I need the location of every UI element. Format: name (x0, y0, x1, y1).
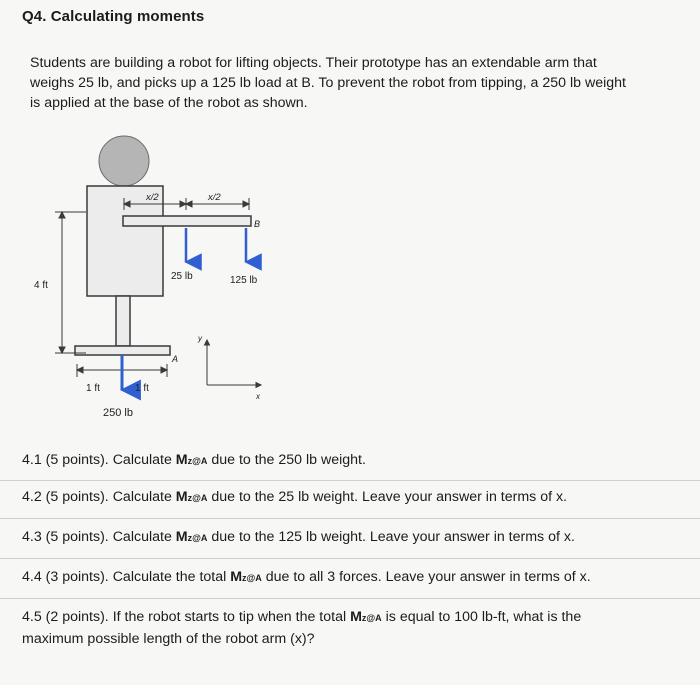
axis-x-label: x (256, 392, 260, 401)
height-dimension (55, 212, 86, 353)
robot-leg (116, 296, 130, 346)
height-label: 4 ft (34, 280, 48, 291)
axis-y-label: y (198, 334, 202, 343)
question-4-4: 4.4 (3 points). Calculate the total Mz@A due to all 3 forces. Leave your answer in terms of x. (22, 569, 591, 585)
divider (0, 598, 700, 599)
base-weight-label: 250 lb (103, 407, 133, 419)
dim-x2-right: x/2 (208, 192, 221, 203)
divider (0, 518, 700, 519)
robot-arm (123, 216, 251, 226)
intro-line-3: is applied at the base of the robot as shown. (30, 95, 308, 111)
robot-head (99, 136, 149, 186)
question-4-2: 4.2 (5 points). Calculate Mz@A due to the 25 lb weight. Leave your answer in terms of x. (22, 489, 568, 505)
load-125-label: 125 lb (230, 275, 258, 286)
intro-line-1: Students are building a robot for lifting objects. Their prototype has an extendable arm that (30, 55, 597, 71)
divider (0, 558, 700, 559)
question-title: Q4. Calculating moments (22, 8, 205, 25)
point-a-label: A (172, 354, 179, 364)
question-4-1: 4.1 (5 points). Calculate Mz@A due to the 250 lb weight. (22, 452, 366, 468)
axes-icon (205, 340, 262, 388)
load-25-label: 25 lb (171, 271, 193, 282)
dim-x2-left: x/2 (146, 192, 159, 203)
dim-1ft-right: 1 ft (135, 383, 149, 394)
question-4-5: 4.5 (2 points). If the robot starts to tip when the total Mz@A is equal to 100 lb-ft, what is the maximum possible length of the robot arm (x)? (22, 609, 582, 647)
point-b-label: B (254, 219, 261, 229)
robot-base (75, 346, 170, 355)
dim-1ft-left: 1 ft (86, 383, 100, 394)
divider (0, 480, 700, 481)
question-4-3: 4.3 (5 points). Calculate Mz@A due to the 125 lb weight. Leave your answer in terms of x. (22, 529, 575, 545)
intro-line-2: weighs 25 lb, and picks up a 125 lb load at B. To prevent the robot from tipping, a 250 lb weight (30, 75, 626, 91)
